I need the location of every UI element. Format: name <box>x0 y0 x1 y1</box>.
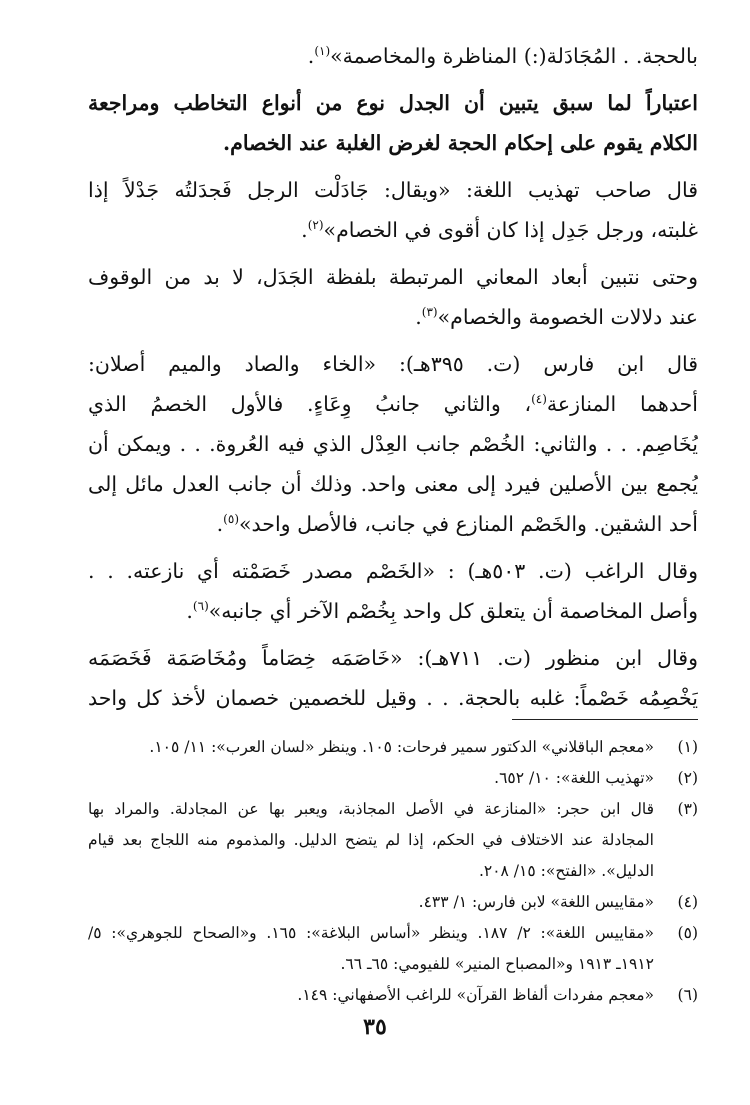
footnote-ref[interactable]: (٤) <box>531 392 547 407</box>
footnote-ref[interactable]: (٦) <box>192 599 209 614</box>
footnote-text: «معجم مفردات ألفاظ القرآن» للراغب الأصفهاني: ١٤٩. <box>297 986 654 1004</box>
footnote-number: (٢) <box>677 769 698 787</box>
text-line: بالحجة. . المُجَادَلة(:) المناظرة والمخاصمة»$^{(١)}$. <box>307 44 698 68</box>
text-line: قال صاحب تهذيب اللغة: «ويقال: جَادَلْت الرجل فَجدَلتُه جَدْلاً إذا <box>88 178 698 202</box>
footnote <box>88 980 698 1011</box>
footnote-text: «تهذيب اللغة»: ١٠/ ٦٥٢. <box>494 769 654 787</box>
footnote-text: ١٩١٢ـ ١٩١٣ و«المصباح المنير» للفيومي: ٦٥ـ ٦٦. <box>340 955 654 973</box>
footnote <box>88 918 698 980</box>
text-line: يُجمع بين الأصلين فيرد إلى معنى واحد. وذلك أن جانب العدل مائل إلى <box>88 472 698 496</box>
footnote <box>88 887 698 918</box>
footnote-text: المجادلة عند الاختلاف في الحكم، إذا لم يتضح الدليل. والمذموم منه اللجاج بعد قيام <box>88 831 654 849</box>
footnote-ref[interactable]: (١) <box>314 44 331 59</box>
footnote-text: الدليل». «الفتح»: ١٥/ ٢٠٨. <box>478 862 654 880</box>
footnote-text: «معجم الباقلاني» الدكتور سمير فرحات: ١٠٥. وينظر «لسان العرب»: ١١/ ١٠٥. <box>149 738 654 756</box>
footnote-number: (٤) <box>677 893 698 911</box>
footnote <box>88 763 698 794</box>
main-text <box>88 36 698 718</box>
footnote <box>88 732 698 763</box>
footnote <box>88 794 698 887</box>
footnotes <box>88 732 698 1011</box>
footnote-number: (٥) <box>677 924 698 942</box>
page-number: ٣٥ <box>363 1014 387 1040</box>
text-line: الكلام يقوم على إحكام الحجة لغرض الغلبة عند الخصام. <box>222 131 698 155</box>
text-line: وقال ابن منظور (ت. ٧١١هـ): «خَاصَمَه خِصَاماً ومُخَاصَمَة فَخَصَمَه <box>88 646 698 670</box>
footnote-number: (١) <box>677 738 698 756</box>
text-line: أحدهما المنازعة$^{(٤)}$، والثاني جانبُ وِعَاءٍ. فالأول الخصمُ الذي <box>88 392 698 416</box>
text-line: قال ابن فارس (ت. ٣٩٥هـ): «الخاء والصاد والميم أصلان: <box>88 352 698 376</box>
text-line: يَخْصِمُه خَصْماً: غلبه بالحجة. . . وقيل للخصمين خصمان لأخذ كل واحد <box>88 686 698 710</box>
text-line: اعتباراً لما سبق يتبين أن الجدل نوع من أنواع التخاطب ومراجعة <box>88 91 698 115</box>
text-line: غلبته، ورجل جَدِل إذا كان أقوى في الخصام»$^{(٢)}$. <box>301 218 698 242</box>
text-line: عند دلالات الخصومة والخصام»$^{(٣)}$. <box>415 305 698 329</box>
text-line: أحد الشقين. والخَصْم المنازع في جانب، فالأصل واحد»$^{(٥)}$. <box>216 512 698 536</box>
footnote-text: قال ابن حجر: «المنازعة في الأصل المجاذبة، ويعبر بها عن المجادلة. والمراد بها <box>88 800 654 818</box>
footnote-ref[interactable]: (٢) <box>307 218 324 233</box>
footnote-divider <box>512 719 698 720</box>
footnote-text: «مقاييس اللغة»: ٢/ ١٨٧. وينظر «أساس البلاغة»: ١٦٥. و«الصحاح للجوهري»: ٥/ <box>88 924 655 942</box>
text-line: وأصل المخاصمة أن يتعلق كل واحد بِخُصْم الآخر أي جانبه»$^{(٦)}$. <box>186 599 698 623</box>
footnote-ref[interactable]: (٥) <box>223 512 239 527</box>
footnote-text: «مقاييس اللغة» لابن فارس: ١/ ٤٣٣. <box>418 893 654 911</box>
text-line: يُخَاصِم. . . والثاني: الخُصْم جانب العِدْل الذي فيه العُروة. . . ويمكن أن <box>88 432 698 456</box>
text-line: وقال الراغب (ت. ٥٠٣هـ) : «الخَصْم مصدر خَصَمْته أي نازعته. . . <box>88 559 698 583</box>
footnote-number: (٦) <box>677 986 698 1004</box>
footnote-number: (٣) <box>677 800 698 818</box>
text-line: وحتى نتبين أبعاد المعاني المرتبطة بلفظة الجَدَل، لا بد من الوقوف <box>88 265 698 289</box>
footnote-ref[interactable]: (٣) <box>421 305 438 320</box>
